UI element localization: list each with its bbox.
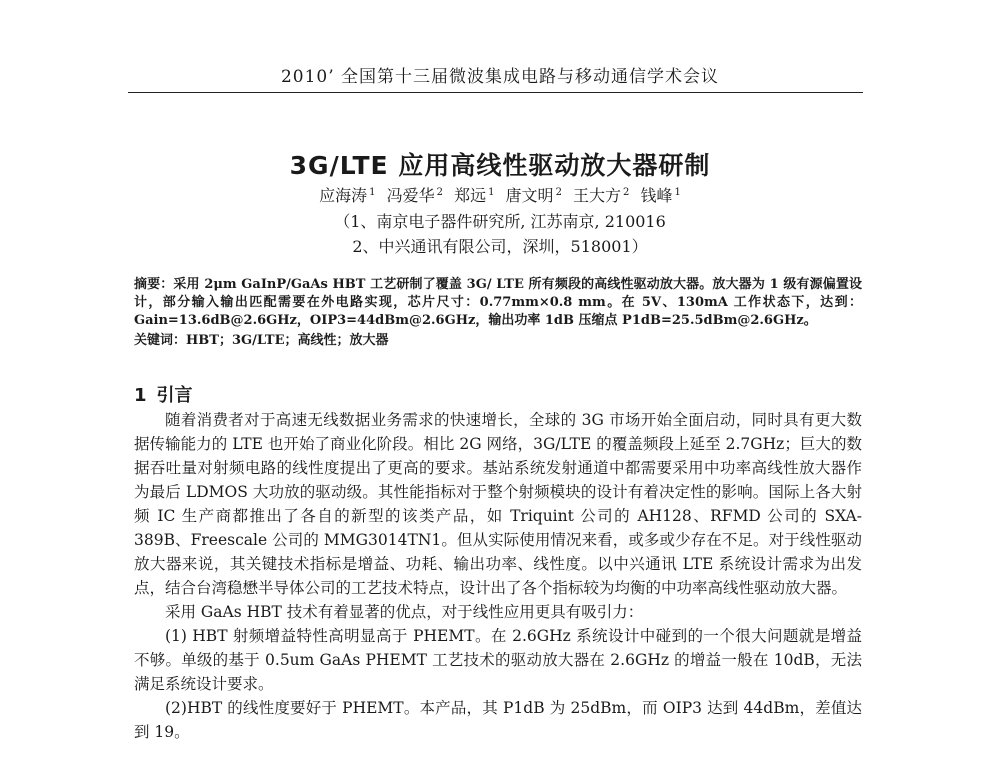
author-name: 钱峰 $^1$ (640, 186, 681, 205)
affiliation-2: 2、中兴通讯有限公司，深圳，518001） (352, 237, 648, 256)
affiliation-1: （1、南京电子器件研究所, 江苏南京, 210016 (334, 212, 666, 231)
paragraph: (2)HBT 的线性度要好于 PHEMT。本产品，其 P1dB 为 25dBm，而 OIP3 达到 44dBm，差值达到 19。 (134, 699, 862, 741)
section-number: 1 (134, 385, 147, 406)
author-name: 王大方 $^2$ (573, 186, 630, 205)
running-header: 2010’ 全国第十三届微波集成电路与移动通信学术会议 (280, 67, 720, 87)
keywords: 关键词：HBT；3G/LTE；高线性；放大器 (134, 333, 389, 348)
paragraph: (1) HBT 射频增益特性高明显高于 PHEMT。在 2.6GHz 系统设计中碰到的一个很大问题就是增益不够。单级的基于 0.5um GaAs PHEMT 工艺技术的驱动放大器在 2.6GHz 的增益一般在 10dB，无法满足系统设计要求。 (134, 627, 862, 693)
body-text (134, 408, 862, 744)
author-name: 唐文明 $^2$ (505, 186, 562, 205)
author-name: 应海涛 $^1$ (319, 186, 376, 205)
abstract: 摘要：采用 2μm GaInP/GaAs HBT 工艺研制了覆盖 3G/ LTE 所有频段的高线性驱动放大器。放大器为 1 级有源偏置设计，部分输入输出匹配需要在外电路实现，芯片尺寸：0.77mm×0.8 mm。在 5V、130mA 工作状态下，达到：Gain=13.6dB@2.6GHz，OIP3=44dBm@2.6GHz，输出功率 1dB 压缩点 P1dB=25.5dBm@2.6GHz。 (134, 277, 862, 328)
author-name: 冯爱华 $^2$ (386, 186, 443, 205)
header-rule (128, 92, 863, 93)
section-title: 引言 (156, 385, 193, 406)
paper-title: 3G/LTE 应用高线性驱动放大器研制 (289, 151, 711, 180)
author-name: 郑远 $^1$ (454, 186, 495, 205)
section-heading (134, 381, 193, 407)
paragraph: 随着消费者对于高速无线数据业务需求的快速增长，全球的 3G 市场开始全面启动，同时具有更大数据传输能力的 LTE 也开始了商业化阶段。相比 2G 网络，3G/LTE 的覆盖频段上延至 2.7GHz；巨大的数据吞吐量对射频电路的线性度提出了更高的要求。基站系统发射通道中都需要采用中功率高线性放大器作为最后 LDMOS 大功放的驱动级。其性能指标对于整个射频模块的设计有着决定性的影响。国际上各大射频 IC 生产商都推出了各自的新型的该类产品，如 Triquint 公司的 AH128、RFMD 公司的 SXA-389B、Freescale 公司的 MMG3014TN1。但从实际使用情况来看，或多或少存在不足。对于线性驱动放大器来说，其关键技术指标是增益、功耗、输出功率、线性度。以中兴通讯 LTE 系统设计需求为出发点，结合台湾稳懋半导体公司的工艺技术特点，设计出了各个指标较为均衡的中功率高线性驱动放大器。 (134, 411, 862, 597)
author-list (0, 183, 1000, 206)
paragraph: 采用 GaAs HBT 技术有着显著的优点，对于线性应用更具有吸引力： (165, 603, 644, 621)
